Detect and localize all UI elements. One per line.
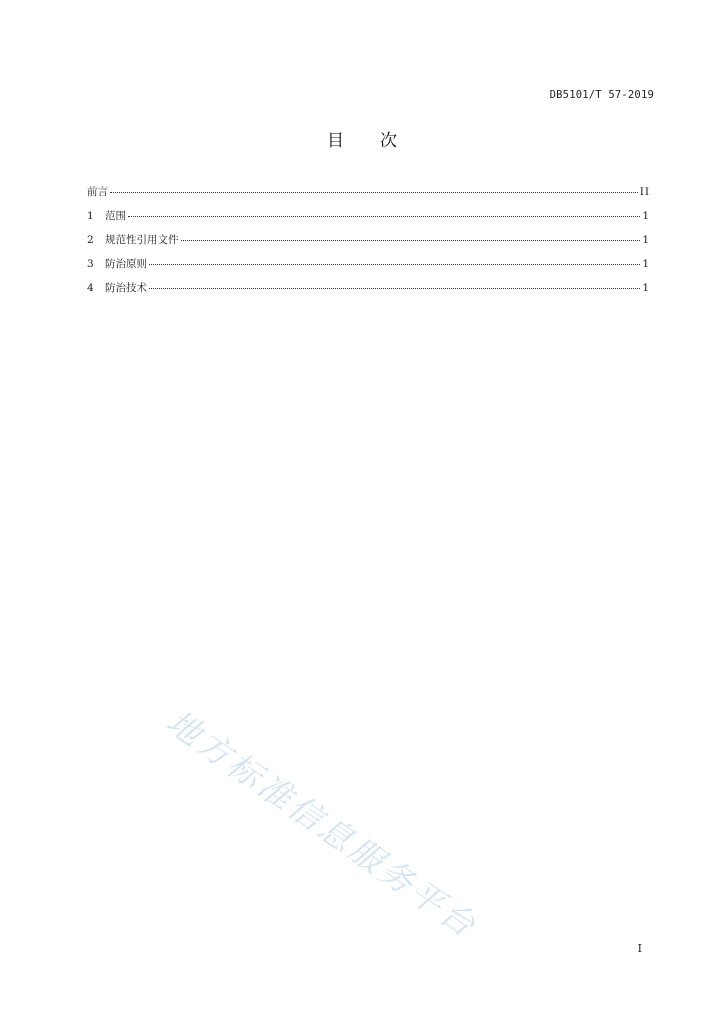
toc-entry-label: 范围 — [105, 210, 126, 222]
toc-heading-char-1: 目 — [327, 131, 344, 151]
toc-heading — [0, 126, 724, 151]
toc-entry-page: 1 — [642, 282, 650, 294]
toc-entry-number: 3 — [87, 258, 94, 270]
page-number: I — [637, 942, 642, 955]
toc-leader-dots — [128, 216, 640, 217]
toc-entry-foreword[interactable] — [87, 184, 650, 208]
toc-leader-dots — [149, 264, 640, 265]
toc-leader-dots — [149, 288, 640, 289]
toc-entry-page: 1 — [642, 234, 650, 246]
toc-entry-label: 防治原则 — [105, 258, 147, 270]
toc-entry-prevention-techniques[interactable] — [87, 280, 650, 304]
toc-leader-dots — [110, 192, 638, 193]
toc-entry-label: 前言 — [87, 186, 108, 198]
toc-entry-label: 规范性引用文件 — [105, 234, 179, 246]
toc-entry-page: 1 — [642, 210, 650, 222]
toc-entry-number: 4 — [87, 282, 94, 294]
toc-entry-number: 1 — [87, 210, 94, 222]
toc-entry-page: 1 — [642, 258, 650, 270]
toc-leader-dots — [181, 240, 641, 241]
toc-entry-normative-references[interactable] — [87, 232, 650, 256]
toc-entry-prevention-principles[interactable] — [87, 256, 650, 280]
toc-entry-page: II — [639, 186, 650, 198]
toc-entry-scope[interactable] — [87, 208, 650, 232]
document-code: DB5101/T 57-2019 — [549, 89, 654, 101]
toc-entry-number: 2 — [87, 234, 94, 246]
toc-entry-label: 防治技术 — [105, 282, 147, 294]
table-of-contents — [87, 184, 650, 304]
watermark-text: 地方标准信息服务平台 — [159, 702, 486, 947]
toc-heading-char-2: 次 — [380, 131, 397, 151]
